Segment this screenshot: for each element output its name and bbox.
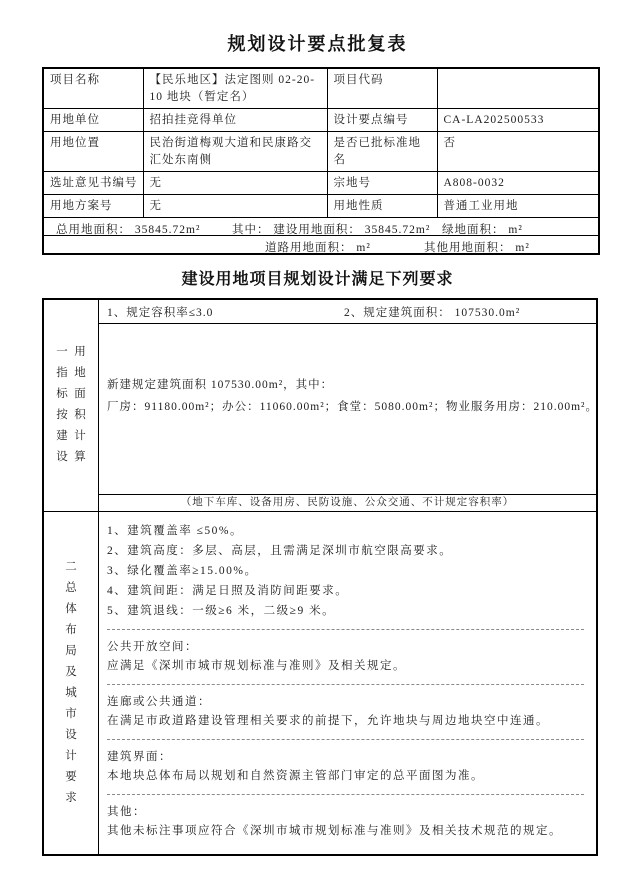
field-label-land-plan-number: 用地方案号 [43, 195, 143, 218]
other-land-area: 其他用地面积： m² [424, 242, 530, 254]
page-title: 规划设计要点批复表 [227, 34, 408, 54]
exclusion-note: （地下车库、设备用房、民防设施、公众交通、不计规定容积率） [99, 494, 596, 511]
breakdown-line-2: 厂房：91180.00m²；办公：11060.00m²；食堂：5080.00m²；物业服务用房：210.00m²。 [107, 400, 598, 413]
section-layout-urban-design [44, 512, 596, 854]
section-1-side-label [44, 300, 99, 511]
field-label-parcel-number: 宗地号 [327, 172, 437, 195]
field-value-land-unit: 招拍挂竞得单位 [143, 109, 327, 132]
green-land-area: 绿地面积： m² [442, 224, 523, 236]
plot-ratio-item: 1、规定容积率≤3.0 [107, 306, 214, 319]
table-row [43, 195, 599, 218]
requirement-item: 2、建筑高度：多层、高层，且需满足深圳市航空限高要求。 [107, 544, 453, 557]
road-land-area: 道路用地面积： m² [265, 242, 371, 254]
field-value-parcel-number: A808-0032 [437, 172, 599, 195]
block-text: 应满足《深圳市城市规划标准与准则》及相关规定。 [107, 659, 406, 672]
field-label-site-opinion: 选址意见书编号 [43, 172, 143, 195]
section-1-side-label-col1: 一指标按建设 [56, 346, 68, 463]
breakdown-line-1: 新建规定建筑面积 107530.00m²，其中： [107, 378, 334, 391]
section-land-use-indicators [44, 300, 596, 512]
dashed-divider [107, 684, 584, 685]
field-value-standard-name: 否 [437, 132, 599, 172]
requirement-item: 1、建筑覆盖率 ≤50%。 [107, 524, 244, 537]
field-value-land-location: 民治街道梅观大道和民康路交汇处东南侧 [143, 132, 327, 172]
dashed-divider [107, 629, 584, 630]
field-label-project-code: 项目代码 [327, 68, 437, 109]
table-row [43, 172, 599, 195]
section-2-side-label-text: 二总体布局及城市设计要求 [65, 560, 77, 804]
field-value-project-name: 【民乐地区】法定图则 02-20-10 地块（暂定名） [143, 68, 327, 109]
field-label-key-number: 设计要点编号 [327, 109, 437, 132]
block-text: 其他未标注事项应符合《深圳市城市规划标准与准则》及相关技术规范的规定。 [107, 824, 562, 837]
field-label-land-use-type: 用地性质 [327, 195, 437, 218]
field-value-site-opinion: 无 [143, 172, 327, 195]
field-value-land-plan-number: 无 [143, 195, 327, 218]
block-heading: 公共开放空间： [107, 640, 198, 653]
block-text: 本地块总体布局以规划和自然资源主管部门审定的总平面图为准。 [107, 769, 484, 782]
field-label-land-unit: 用地单位 [43, 109, 143, 132]
field-value-land-use-type: 普通工业用地 [437, 195, 599, 218]
plot-ratio-row [99, 300, 596, 324]
total-land-area: 总用地面积： 35845.72m² [56, 224, 201, 236]
area-summary-row-2 [43, 236, 599, 254]
building-area-item: 2、规定建筑面积： 107530.0m² [344, 306, 521, 319]
block-heading: 其他： [107, 805, 146, 818]
field-label-project-name: 项目名称 [43, 68, 143, 109]
document-page [0, 30, 635, 869]
table-row [43, 132, 599, 172]
building-area-breakdown [99, 324, 596, 494]
project-info-table [42, 67, 600, 255]
dashed-divider [107, 739, 584, 740]
requirements-table [42, 298, 598, 856]
table-row [43, 109, 599, 132]
area-summary-row-1 [43, 218, 599, 236]
field-label-standard-name: 是否已批标准地名 [327, 132, 437, 172]
section-2-side-label [44, 512, 99, 854]
block-text: 在满足市政道路建设管理相关要求的前提下，允许地块与周边地块空中连通。 [107, 714, 549, 727]
table-row [43, 236, 599, 254]
requirements-title: 建设用地项目规划设计满足下列要求 [181, 270, 454, 288]
section-2-content [99, 512, 596, 854]
block-heading: 建筑界面： [107, 750, 172, 763]
field-value-project-code [437, 68, 599, 109]
table-row [43, 218, 599, 236]
requirement-item: 5、建筑退线：一级≥6 米，二级≥9 米。 [107, 604, 336, 617]
construction-land-area: 其中： 建设用地面积： 35845.72m² [232, 224, 431, 236]
dashed-divider [107, 794, 584, 795]
requirement-item: 3、绿化覆盖率≥15.00%。 [107, 564, 258, 577]
block-heading: 连廊或公共通道： [107, 695, 211, 708]
table-row [43, 68, 599, 109]
requirement-item: 4、建筑间距：满足日照及消防间距要求。 [107, 584, 349, 597]
field-label-land-location: 用地位置 [43, 132, 143, 172]
field-value-key-number: CA-LA202500533 [437, 109, 599, 132]
section-1-side-label-col2: 用地面积计算 [74, 346, 86, 463]
